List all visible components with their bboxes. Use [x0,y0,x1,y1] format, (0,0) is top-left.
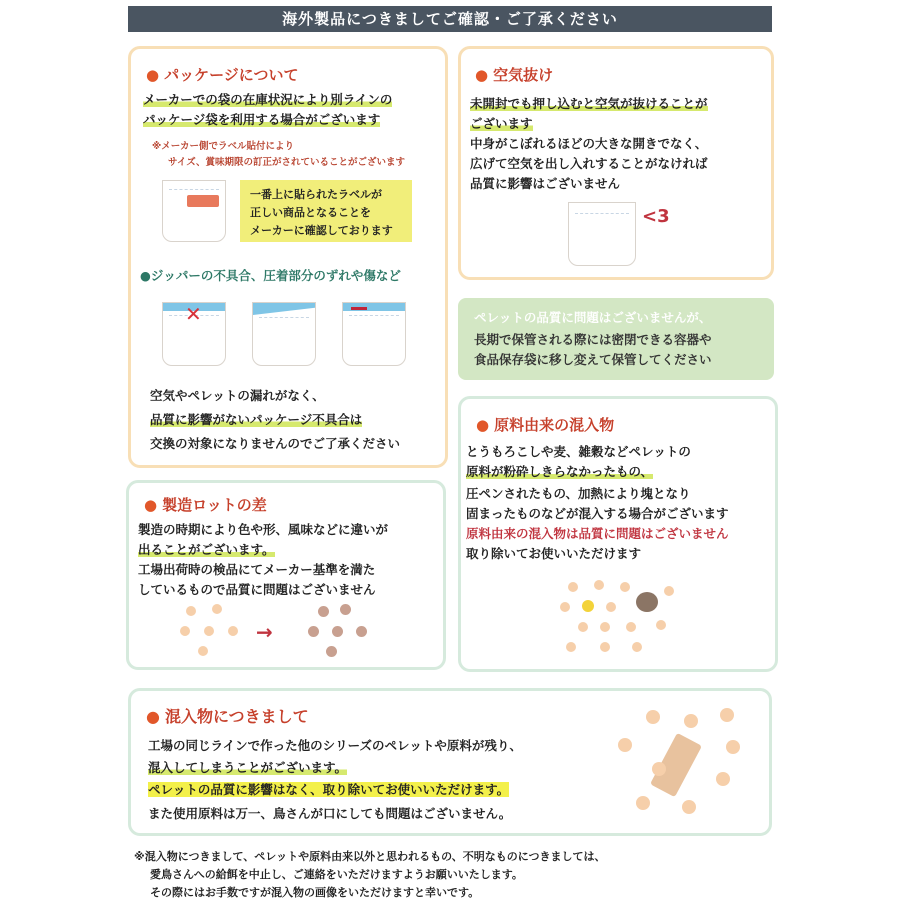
storage-line2: 長期で保管される際には密閉できる容器や [474,332,712,347]
arrow-right-icon: → [256,620,273,644]
cross-icon: ✕ [185,302,202,326]
zipper-bag-1 [162,302,226,366]
raw-line4: 固まったものなどが混入する場合がございます [466,506,729,521]
zipper-title: ●ジッパーの不具合、圧着部分のずれや傷など [140,268,401,283]
air-line3: 中身がこぼれるほどの大きな開きでなく、 [470,136,708,151]
package-note2: サイズ、賞味期限の訂正がされていることがございます [168,157,406,168]
label-note-box: 一番上に貼られたラベルが 正しい商品となることを メーカーに確認しております [240,180,412,242]
lot-line3: 工場出荷時の検品にてメーカー基準を満た [138,562,376,577]
lot-line1: 製造の時期により色や形、風味などに違いが [138,522,389,537]
lot-title: ● 製造ロットの差 [144,496,267,514]
scratch-icon [351,307,367,310]
bullet-icon: ● [476,416,490,434]
foreign-line4: また使用原料は万一、鳥さんが口にしても問題はございません。 [148,806,512,821]
zipper-bag-2 [252,302,316,366]
foreign-title: ● 混入物につきまして [146,707,309,726]
storage-line3: 食品保存袋に移し変えて保管してください [474,352,712,367]
storage-line1: ペレットの品質に問題はございませんが、 [474,310,712,325]
bullet-icon: ● [475,66,489,84]
lot-line4: しているもので品質に問題はございません [138,582,376,597]
air-line2: ございます [470,116,533,131]
bullet-icon: ● [146,66,160,84]
package-title: ● パッケージについて [146,66,299,84]
air-title: ● 空気抜け [475,66,554,84]
foreign-line2: 混入してしまうことがございます。 [148,760,348,775]
air-line4: 広げて空気を出し入れすることがなければ [470,156,708,171]
label-icon [187,195,219,207]
bullet-icon: ● [146,707,160,726]
air-leak-icon: <3 [642,206,670,227]
raw-line3: 圧ペンされたもの、加熱により塊となり [466,486,691,501]
lot-line2: 出ることがございます。 [138,542,275,557]
raw-line2: 原料が粉砕しきらなかったもの、 [466,464,654,479]
package-close2: 品質に影響がないパッケージ不具合は [150,412,363,427]
package-close3: 交換の対象になりませんのでご了承ください [150,436,401,451]
foreign-line3: ペレットの品質に影響はなく、取り除いてお使いいただけます。 [148,782,510,797]
air-line5: 品質に影響はございません [470,176,621,191]
footer-line3: その際にはお手数ですが混入物の画像をいただけますと幸いです。 [150,886,480,899]
bullet-icon: ● [144,496,158,514]
footer-line2: 愛鳥さんへの給餌を中止し、ご連絡をいただけますようお願いいたします。 [150,868,523,881]
package-bag-illustration [162,180,226,242]
raw-line6: 取り除いてお使いいただけます [466,546,642,561]
raw-line1: とうもろこしや麦、雑穀などペレットの [466,444,691,459]
raw-title: ● 原料由来の混入物 [476,416,615,434]
foreign-line1: 工場の同じラインで作った他のシリーズのペレットや原料が残り、 [148,738,522,753]
package-note1: ※メーカー側でラベル貼付により [152,141,295,152]
air-bag-illustration [568,202,636,266]
package-line2: パッケージ袋を利用する場合がございます [143,112,381,127]
package-close1: 空気やペレットの漏れがなく、 [150,388,325,403]
page-header: 海外製品につきましてご確認・ご了承ください [128,6,772,32]
package-line1: メーカーでの袋の在庫状況により別ラインの [143,92,393,107]
raw-line5: 原料由来の混入物は品質に問題はございません [466,526,729,541]
zipper-bag-3 [342,302,406,366]
footer-line1: ※混入物につきまして、ペレットや原料由来以外と思われるもの、不明なものにつきましては、 [134,850,606,863]
air-line1: 未開封でも押し込むと空気が抜けることが [470,96,708,111]
